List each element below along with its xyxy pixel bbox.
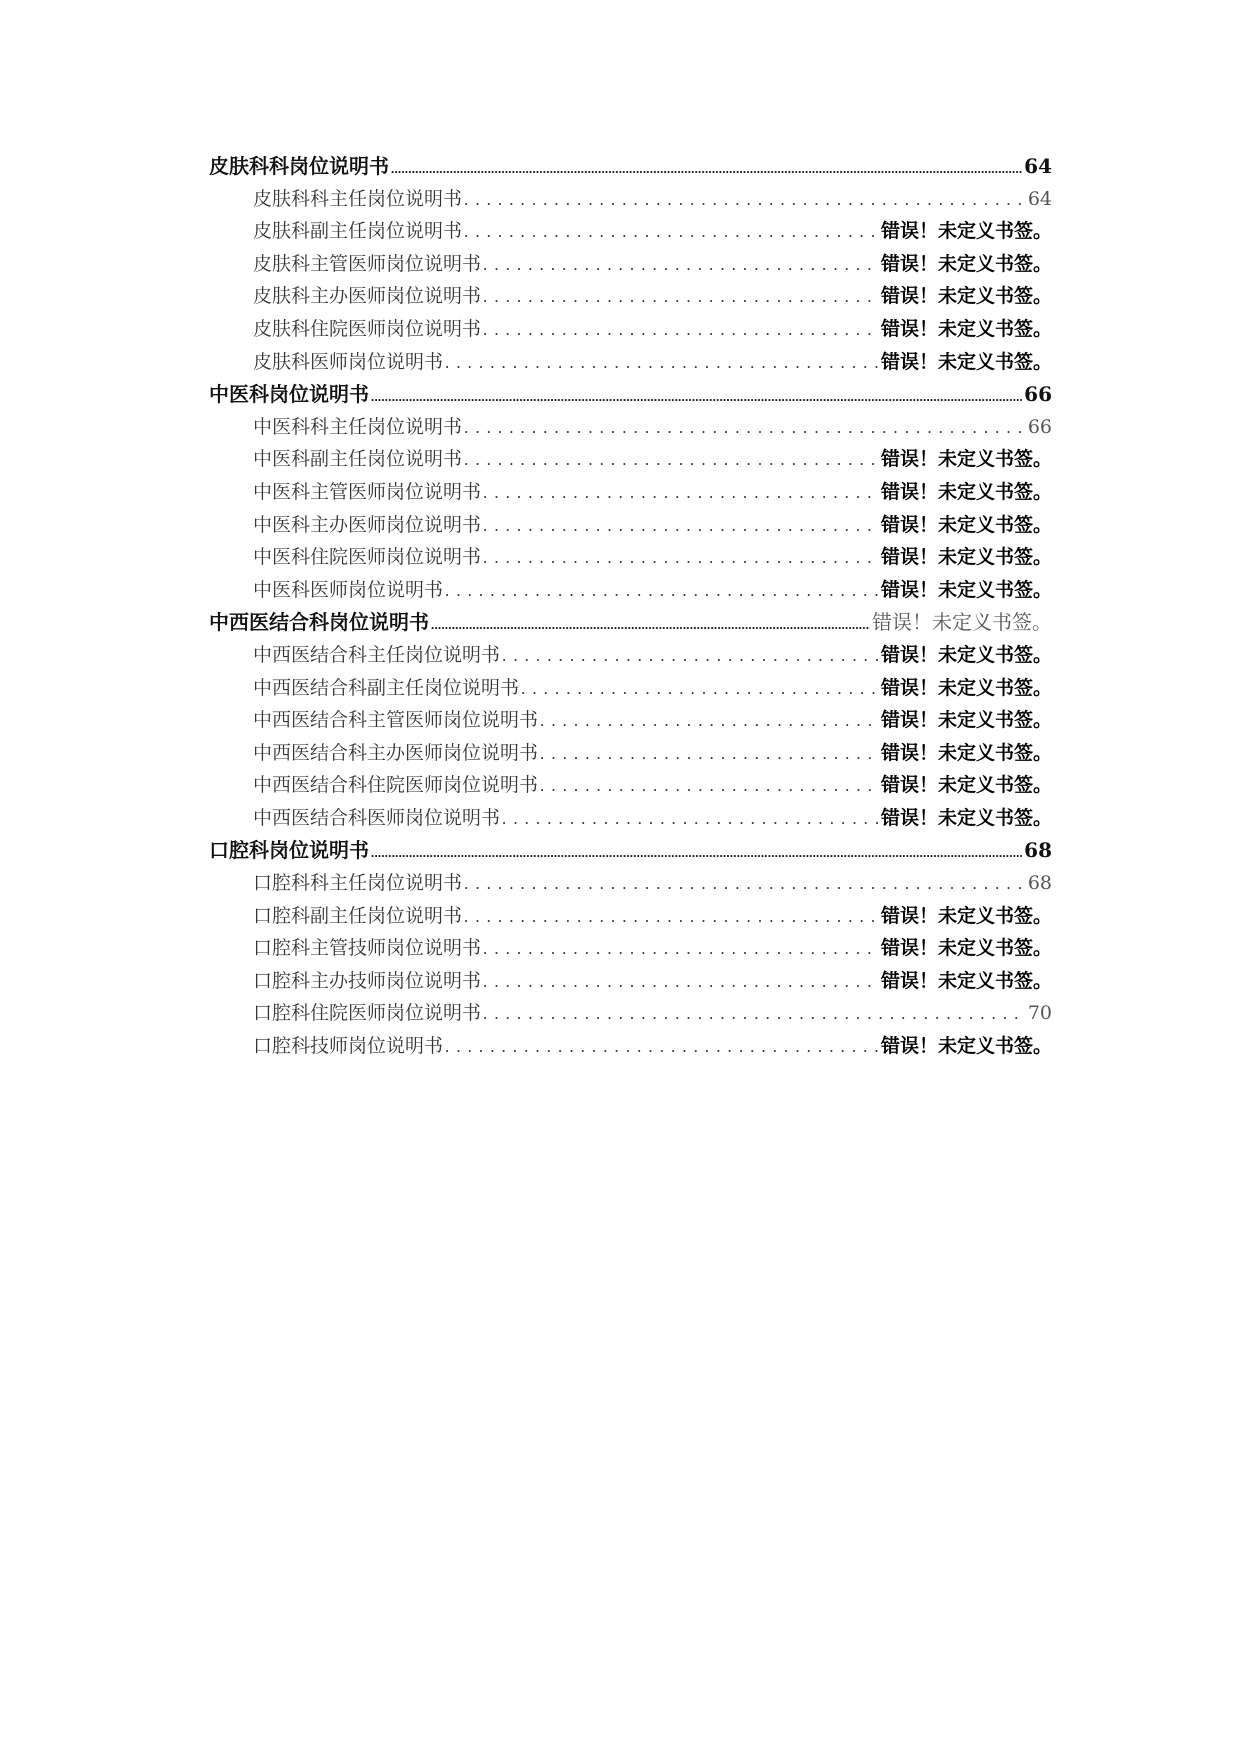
toc-page-number: 64 <box>1027 187 1052 210</box>
toc-dot-leader <box>483 541 879 575</box>
toc-page-number: 错误！未定义书签。 <box>880 806 1052 829</box>
toc-page-number: 错误！未定义书签。 <box>880 546 1052 569</box>
toc-subsection-entry[interactable] <box>209 509 1052 542</box>
toc-entry-title: 中医科科主任岗位说明书 <box>253 415 463 438</box>
toc-subsection-entry[interactable] <box>209 672 1052 705</box>
toc-page-number: 错误！未定义书签。 <box>880 220 1052 243</box>
toc-page-number: 错误！未定义书签。 <box>880 709 1052 732</box>
toc-entry-title: 中西医结合科主管医师岗位说明书 <box>253 709 539 732</box>
toc-entry-title: 中医科岗位说明书 <box>209 382 369 407</box>
toc-dot-leader <box>464 443 879 477</box>
toc-entry-title: 中医科住院医师岗位说明书 <box>253 546 482 569</box>
toc-subsection-entry[interactable] <box>209 183 1052 216</box>
toc-page-number: 66 <box>1024 382 1052 407</box>
toc-entry-title: 口腔科主管技师岗位说明书 <box>253 937 482 960</box>
toc-dot-leader <box>371 834 1022 870</box>
toc-subsection-entry[interactable] <box>209 932 1052 965</box>
toc-subsection-entry[interactable] <box>209 997 1052 1030</box>
toc-dot-leader <box>464 183 1026 217</box>
toc-page-number: 66 <box>1027 415 1052 438</box>
toc-dot-leader <box>464 215 879 249</box>
toc-page-number: 错误！未定义书签。 <box>880 741 1052 764</box>
toc-page-number: 错误！未定义书签。 <box>880 676 1052 699</box>
toc-subsection-entry[interactable] <box>209 769 1052 802</box>
table-of-contents <box>209 150 1052 1063</box>
toc-dot-leader <box>464 867 1026 901</box>
toc-dot-leader <box>445 1030 879 1064</box>
toc-entry-title: 口腔科主办技师岗位说明书 <box>253 969 482 992</box>
toc-entry-title: 皮肤科医师岗位说明书 <box>253 350 444 373</box>
toc-section-entry[interactable] <box>209 150 1052 183</box>
toc-dot-leader <box>483 509 879 543</box>
toc-dot-leader <box>483 476 879 510</box>
toc-entry-title: 中西医结合科副主任岗位说明书 <box>253 676 520 699</box>
toc-subsection-entry[interactable] <box>209 313 1052 346</box>
toc-page-number: 错误！未定义书签。 <box>880 285 1052 308</box>
toc-subsection-entry[interactable] <box>209 867 1052 900</box>
toc-page-number: 68 <box>1024 838 1052 863</box>
toc-page-number: 错误！未定义书签。 <box>880 448 1052 471</box>
toc-subsection-entry[interactable] <box>209 1030 1052 1063</box>
toc-entry-title: 皮肤科科主任岗位说明书 <box>253 187 463 210</box>
toc-dot-leader <box>502 639 879 673</box>
toc-subsection-entry[interactable] <box>209 215 1052 248</box>
toc-entry-title: 口腔科住院医师岗位说明书 <box>253 1002 482 1025</box>
toc-page-number: 错误！未定义书签。 <box>880 1035 1052 1058</box>
toc-subsection-entry[interactable] <box>209 737 1052 770</box>
toc-dot-leader <box>502 802 879 836</box>
toc-dot-leader <box>483 280 879 314</box>
toc-dot-leader <box>540 769 879 803</box>
toc-page-number: 错误！未定义书签。 <box>880 937 1052 960</box>
toc-page-number: 错误！未定义书签。 <box>880 774 1052 797</box>
toc-page-number: 错误！未定义书签。 <box>880 578 1052 601</box>
toc-entry-title: 皮肤科住院医师岗位说明书 <box>253 317 482 340</box>
toc-entry-title: 中西医结合科主任岗位说明书 <box>253 643 501 666</box>
toc-entry-title: 中医科副主任岗位说明书 <box>253 448 463 471</box>
toc-dot-leader <box>483 932 879 966</box>
toc-entry-title: 中西医结合科岗位说明书 <box>209 610 429 635</box>
toc-subsection-entry[interactable] <box>209 248 1052 281</box>
toc-dot-leader <box>464 411 1026 445</box>
toc-entry-title: 中西医结合科主办医师岗位说明书 <box>253 741 539 764</box>
toc-page-number: 错误！未定义书签。 <box>880 513 1052 536</box>
toc-subsection-entry[interactable] <box>209 704 1052 737</box>
toc-page-number: 错误！未定义书签。 <box>880 317 1052 340</box>
toc-entry-title: 口腔科科主任岗位说明书 <box>253 872 463 895</box>
toc-dot-leader <box>540 737 879 771</box>
toc-entry-title: 中医科主管医师岗位说明书 <box>253 480 482 503</box>
toc-subsection-entry[interactable] <box>209 443 1052 476</box>
toc-dot-leader <box>391 150 1022 186</box>
toc-section-entry[interactable] <box>209 834 1052 867</box>
toc-entry-title: 中西医结合科住院医师岗位说明书 <box>253 774 539 797</box>
toc-dot-leader <box>483 965 879 999</box>
toc-subsection-entry[interactable] <box>209 346 1052 379</box>
toc-dot-leader <box>483 997 1026 1031</box>
toc-entry-title: 皮肤科科岗位说明书 <box>209 154 389 178</box>
toc-dot-leader <box>445 574 879 608</box>
toc-page-number: 错误！未定义书签。 <box>880 643 1052 666</box>
toc-entry-title: 中西医结合科医师岗位说明书 <box>253 806 501 829</box>
toc-subsection-entry[interactable] <box>209 965 1052 998</box>
toc-entry-title: 皮肤科主管医师岗位说明书 <box>253 252 482 275</box>
toc-subsection-entry[interactable] <box>209 900 1052 933</box>
toc-subsection-entry[interactable] <box>209 639 1052 672</box>
toc-entry-title: 皮肤科副主任岗位说明书 <box>253 220 463 243</box>
toc-subsection-entry[interactable] <box>209 541 1052 574</box>
toc-page-number: 错误！未定义书签。 <box>880 480 1052 503</box>
toc-dot-leader <box>483 248 879 282</box>
toc-section-entry[interactable] <box>209 606 1052 639</box>
toc-page-number: 错误！未定义书签。 <box>880 904 1052 927</box>
toc-subsection-entry[interactable] <box>209 280 1052 313</box>
toc-dot-leader <box>445 346 879 380</box>
toc-page-number: 70 <box>1027 1002 1052 1025</box>
toc-page-number: 错误！未定义书签。 <box>880 350 1052 373</box>
toc-entry-title: 口腔科副主任岗位说明书 <box>253 904 463 927</box>
toc-subsection-entry[interactable] <box>209 802 1052 835</box>
toc-page-number: 68 <box>1027 872 1052 895</box>
toc-dot-leader <box>521 672 879 706</box>
toc-subsection-entry[interactable] <box>209 574 1052 607</box>
toc-subsection-entry[interactable] <box>209 411 1052 444</box>
toc-page-number: 错误！未定义书签。 <box>872 610 1052 635</box>
toc-dot-leader <box>371 378 1022 414</box>
toc-dot-leader <box>483 313 879 347</box>
toc-section-entry[interactable] <box>209 378 1052 411</box>
toc-subsection-entry[interactable] <box>209 476 1052 509</box>
toc-dot-leader <box>540 704 879 738</box>
toc-entry-title: 口腔科技师岗位说明书 <box>253 1035 444 1058</box>
toc-page-number: 错误！未定义书签。 <box>880 969 1052 992</box>
toc-dot-leader <box>464 900 879 934</box>
toc-entry-title: 中医科医师岗位说明书 <box>253 578 444 601</box>
toc-page-number: 64 <box>1024 154 1052 178</box>
toc-page-number: 错误！未定义书签。 <box>880 252 1052 275</box>
toc-entry-title: 口腔科岗位说明书 <box>209 838 369 863</box>
toc-entry-title: 皮肤科主办医师岗位说明书 <box>253 285 482 308</box>
toc-entry-title: 中医科主办医师岗位说明书 <box>253 513 482 536</box>
toc-dot-leader <box>431 606 870 642</box>
